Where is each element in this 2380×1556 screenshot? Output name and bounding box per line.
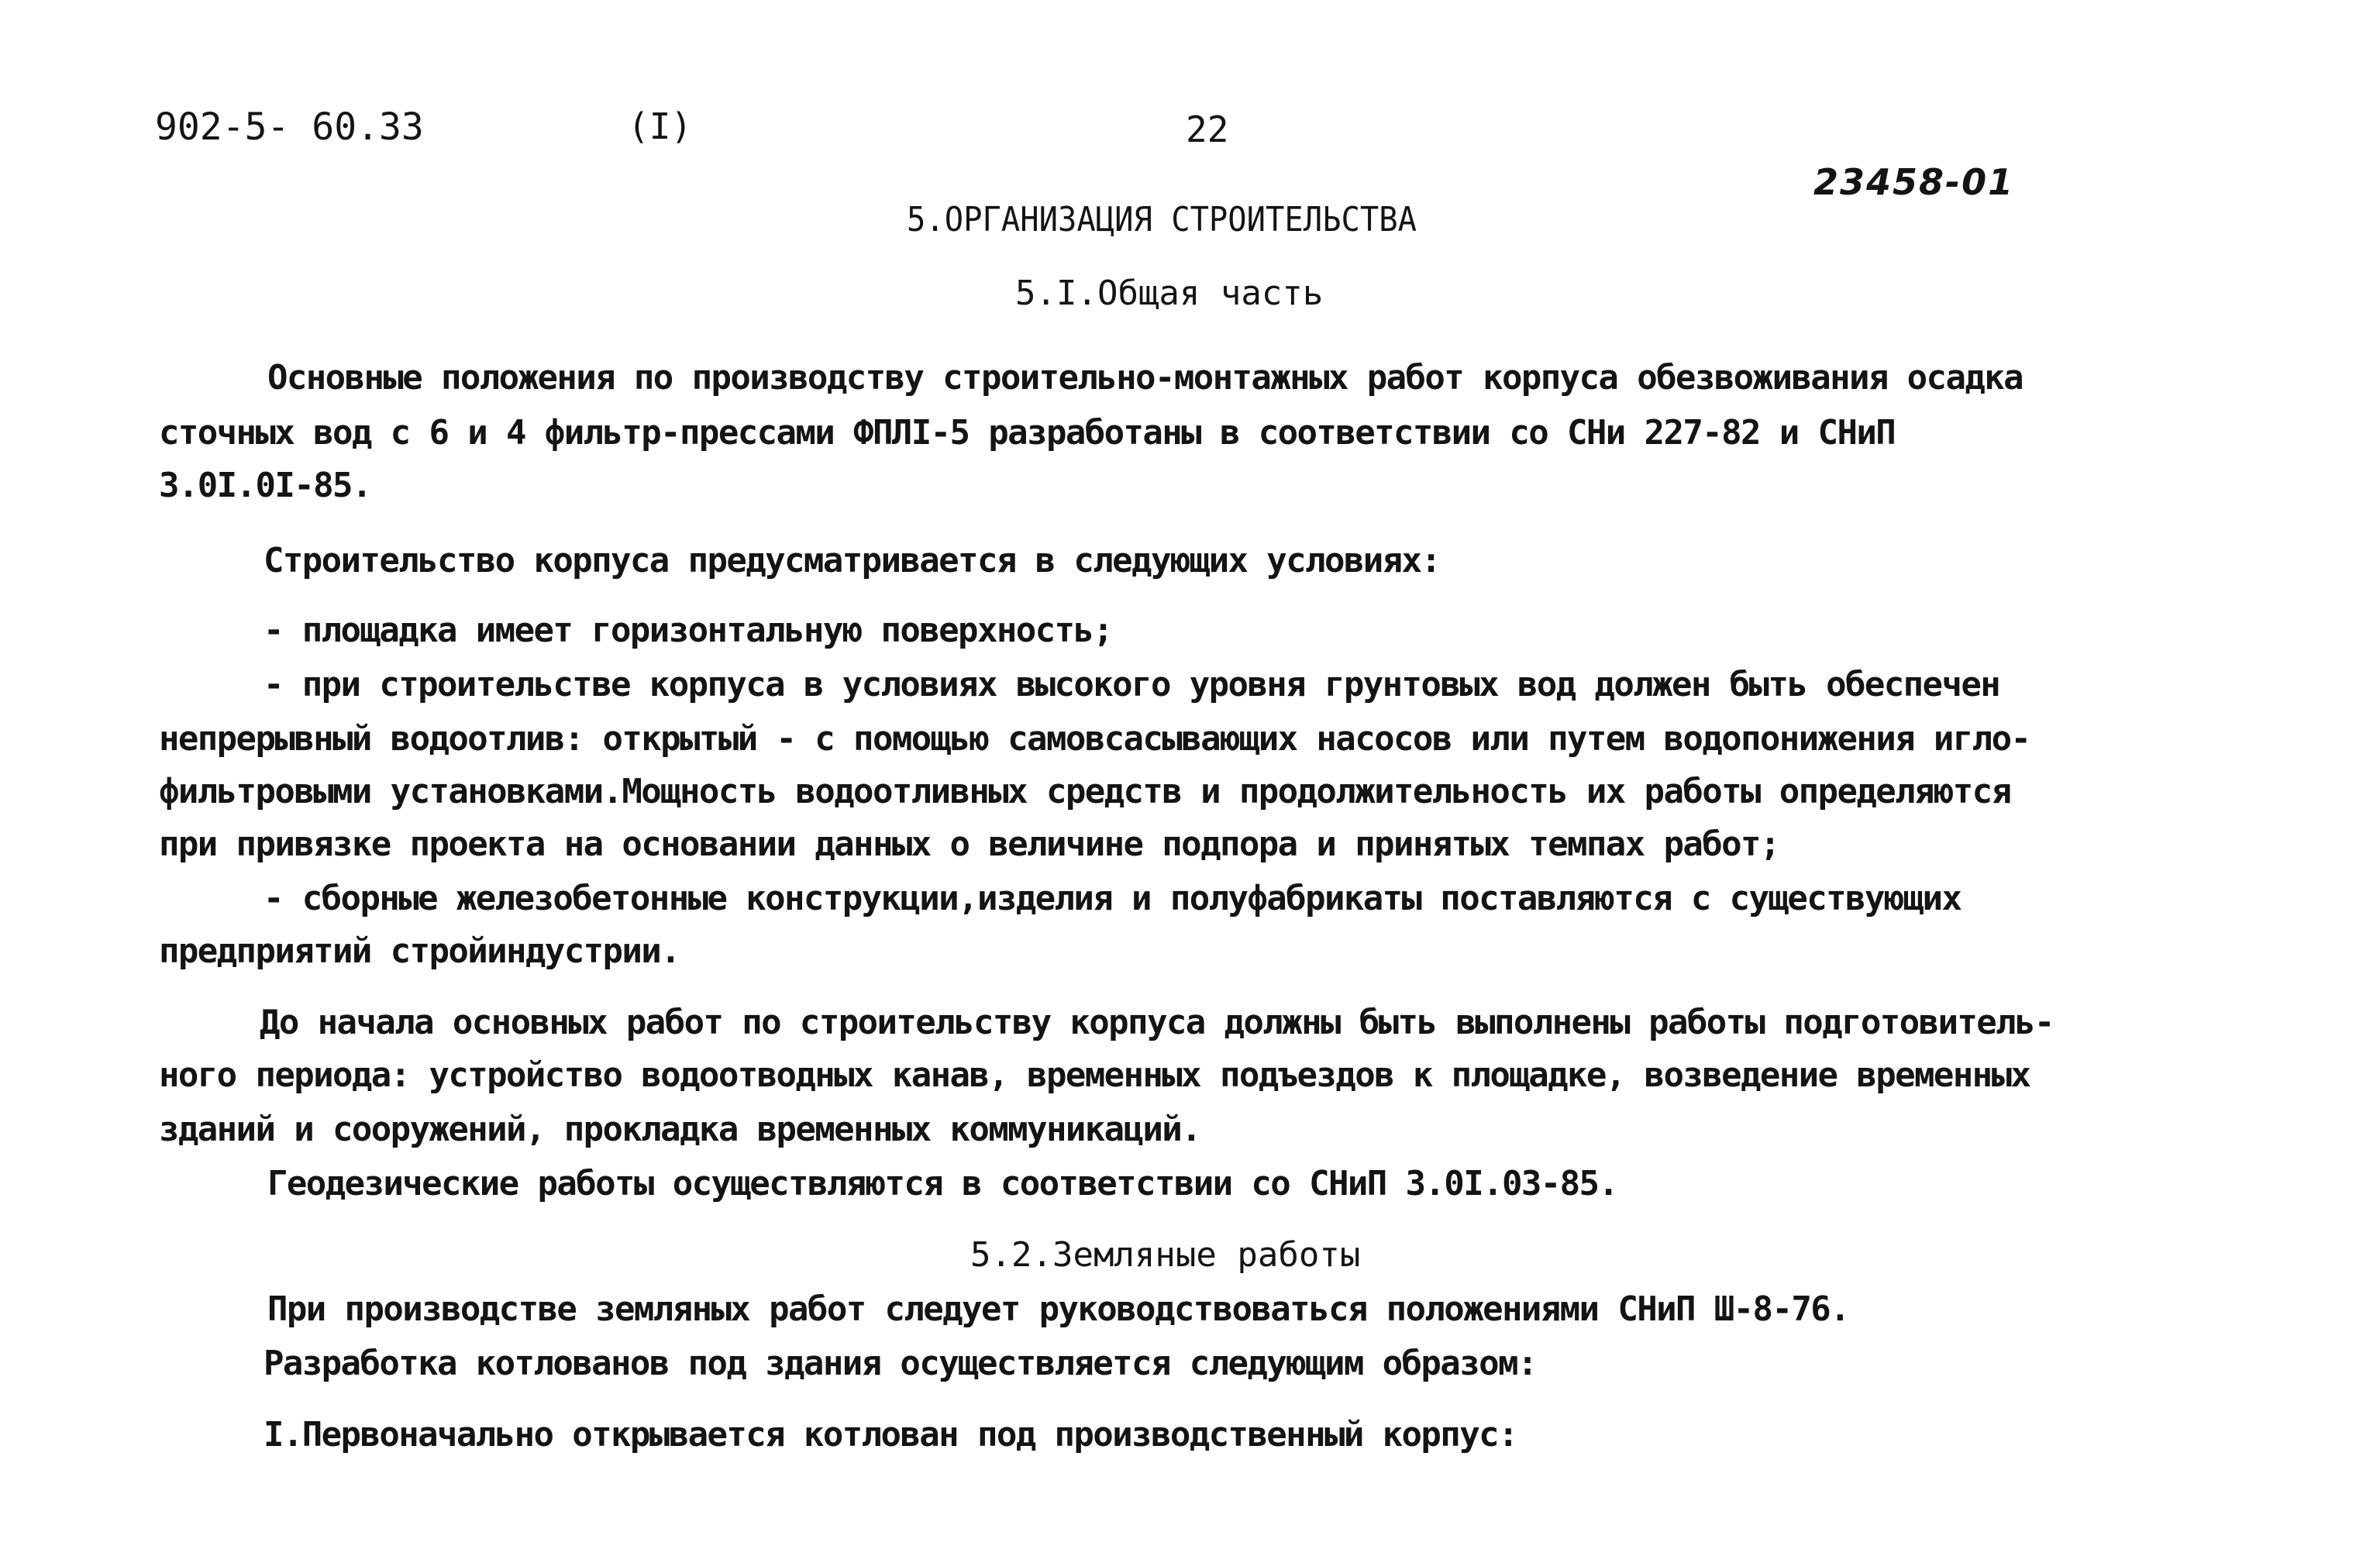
text-line: I.Первоначально открывается котлован под производственный корпус: <box>263 1415 1517 1454</box>
text-line: непрерывный водоотлив: открытый - с помощью самовсасывающих насосов или путем водопонижения игло- <box>159 719 2030 759</box>
text-line: зданий и сооружений, прокладка временных коммуникаций. <box>159 1110 1201 1149</box>
text-line: Основные положения по производству строительно-монтажных работ корпуса обезвоживания осадка <box>267 358 2024 398</box>
list-item: - площадка имеет горизонтальную поверхность; <box>263 611 1113 650</box>
page-number: 22 <box>1186 108 1229 150</box>
subsection-title-general: 5.I.Общая часть <box>1015 274 1324 313</box>
text-line: Разработка котлованов под здания осуществляется следующим образом: <box>263 1344 1537 1383</box>
inventory-number: 23458-01 <box>1813 161 2015 203</box>
text-line: сточных вод с 6 и 4 фильтр-прессами ФПЛI-5 разработаны в соответствии со СНи 227-82 и СНиП <box>159 413 1896 453</box>
text-line: фильтровыми установками.Мощность водоотливных средств и продолжительность их работы определяются <box>159 772 2011 811</box>
text-line: ного периода: устройство водоотводных канав, временных подъездов к площадке, возведение временных <box>159 1055 2030 1095</box>
text-line: При производстве земляных работ следует руководствоваться положениями СНиП Ш-8-76. <box>267 1289 1849 1329</box>
text-line: предприятий стройиндустрии. <box>159 931 680 971</box>
text-line: До начала основных работ по строительству корпуса должны быть выполнены работы подготовитель- <box>260 1003 2054 1042</box>
list-item: - сборные железобетонные конструкции,изделия и полуфабрикаты поставляются с существующих <box>263 879 1962 918</box>
section-title: 5.ОРГАНИЗАЦИЯ СТРОИТЕЛЬСТВА <box>907 200 1417 239</box>
sheet-part: (I) <box>628 105 693 147</box>
subsection-title-earthworks: 5.2.Земляные работы <box>970 1235 1361 1275</box>
text-line: Строительство корпуса предусматривается в следующих условиях: <box>263 541 1441 580</box>
list-item: - при строительстве корпуса в условиях высокого уровня грунтовых вод должен быть обеспечен <box>263 665 2000 704</box>
text-line: при привязке проекта на основании данных о величине подпора и принятых темпах работ; <box>159 824 1779 864</box>
text-line: 3.0I.0I-85. <box>159 466 371 505</box>
text-line: Геодезические работы осуществляются в соответствии со СНиП 3.0I.03-85. <box>267 1164 1618 1203</box>
document-code: 902-5- 60.33 <box>155 105 424 149</box>
